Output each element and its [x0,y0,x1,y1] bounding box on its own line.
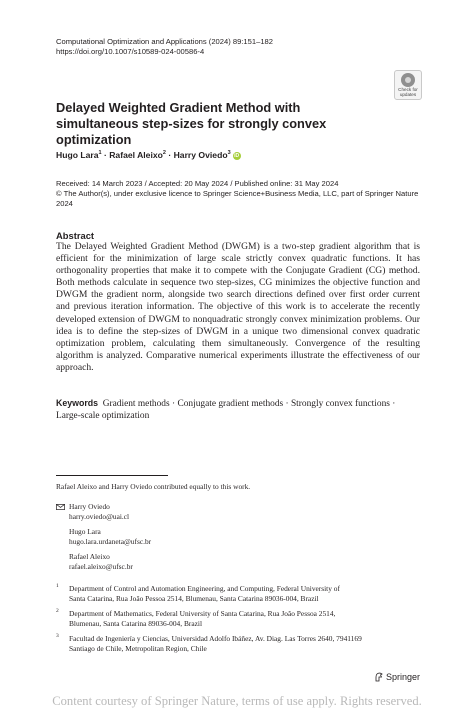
dates-line: Received: 14 March 2023 / Accepted: 20 May 2024 / Published online: 31 May 2024 [56,179,339,188]
publication-dates [56,179,426,209]
contact-email[interactable]: hugo.lara.urdaneta@ufsc.br [69,537,152,546]
check-updates-icon [401,73,415,87]
publisher-logo [374,672,420,682]
author-affil-sup: 3 [227,150,231,157]
doi-link[interactable]: https://doi.org/10.1007/s10589-024-00586-4 [56,47,205,56]
badge-line-1: Check for [398,87,418,92]
affiliation-line: Facultad de Ingeniería y Ciencias, Universidad Adolfo Ibáñez, Av. Diag. Las Torres 2640, 7941169 [69,634,362,643]
contact-name: Hugo Lara [69,527,101,536]
author-name[interactable]: Harry Oviedo [173,150,228,160]
paper-title: Delayed Weighted Gradient Method with simultaneous step-sizes for strongly convex optimization [56,100,327,147]
contact-email[interactable]: rafael.aleixo@ufsc.br [69,562,133,571]
springer-horse-icon [374,672,384,682]
abstract-text: The Delayed Weighted Gradient Method (DWGM) is a two-step gradient algorithm that is efficient for the minimization of large scale strictly convex quadratic functions. It has orthogonality properties that make it to compete with the Conjugate Gradient (CG) method. Both methods calculate in sequence two step-sizes, CG minimizes the objective function and DWGM the gradient norm, alongside two search directions defined over first order current and previous iteration information. The objective of this work is to accelerate the recently developed extension of DWGM to nonquadratic strongly convex minimization problems. Our idea is to define the step-sizes of DWGM in a unique two dimensional convex quadratic optimization problem, calculating them simultaneously. Convergence of the resulting algorithm is analyzed. Comparative numerical experiments illustrate the effectiveness of our approach. [56,241,420,373]
journal-header [56,37,386,57]
courtesy-watermark: Content courtesy of Springer Nature, terms of use apply. Rights reserved. [52,694,422,708]
affiliation-line: Santiago de Chile, Metropolitan Region, Chile [69,644,207,653]
badge-line-2: updates [399,92,417,97]
copyright-line: © The Author(s), under exclusive licence to Springer Science+Business Media, LLC, part of Springer Nature 2024 [56,189,419,208]
author-separator: · [103,150,107,160]
author-affil-sup: 1 [98,150,102,157]
abstract-heading: Abstract [56,230,95,241]
contact-block [69,552,133,572]
keywords-section [56,397,420,422]
contact-block [69,527,151,547]
affiliation-line: Department of Mathematics, Federal University of Santa Catarina, Rua João Pessoa 2514, [69,609,336,618]
contact-block [69,502,129,522]
publisher-name: Springer [386,672,421,682]
affiliation-text [69,634,362,654]
contact-email[interactable]: harry.oviedo@uai.cl [69,512,130,521]
affiliation-line: Department of Control and Automation Engineering, and Computing, Federal University of [69,584,340,593]
affiliation-number: 3 [56,633,59,639]
contact-name: Rafael Aleixo [69,552,110,561]
author-name[interactable]: Rafael Aleixo [109,150,163,160]
keywords-heading: Keywords [56,398,99,408]
affiliation-line: Blumenau, Santa Catarina 89036-004, Brazil [69,619,202,628]
affiliation-number: 1 [56,583,59,589]
check-for-updates-badge[interactable] [394,70,422,100]
contact-name: Harry Oviedo [69,502,110,511]
affiliation-number: 2 [56,608,59,614]
author-list [56,150,241,160]
affiliation-text [69,584,340,604]
footnote-rule [56,475,168,476]
envelope-icon [56,504,65,510]
journal-citation: Computational Optimization and Applications (2024) 89:151–182 [56,37,273,46]
author-name[interactable]: Hugo Lara [56,150,99,160]
contribution-note: Rafael Aleixo and Harry Oviedo contributed equally to this work. [56,482,251,491]
author-separator: · [168,150,172,160]
author-affil-sup: 2 [162,150,166,157]
keywords-list: Gradient methods · Conjugate gradient methods · Strongly convex functions · Large-scale optimization [56,399,396,421]
affiliation-line: Santa Catarina, Rua João Pessoa 2514, Blumenau, Santa Catarina 89036-004, Brazil [69,594,319,603]
orcid-icon[interactable]: iD [234,152,240,159]
affiliation-text [69,609,335,629]
